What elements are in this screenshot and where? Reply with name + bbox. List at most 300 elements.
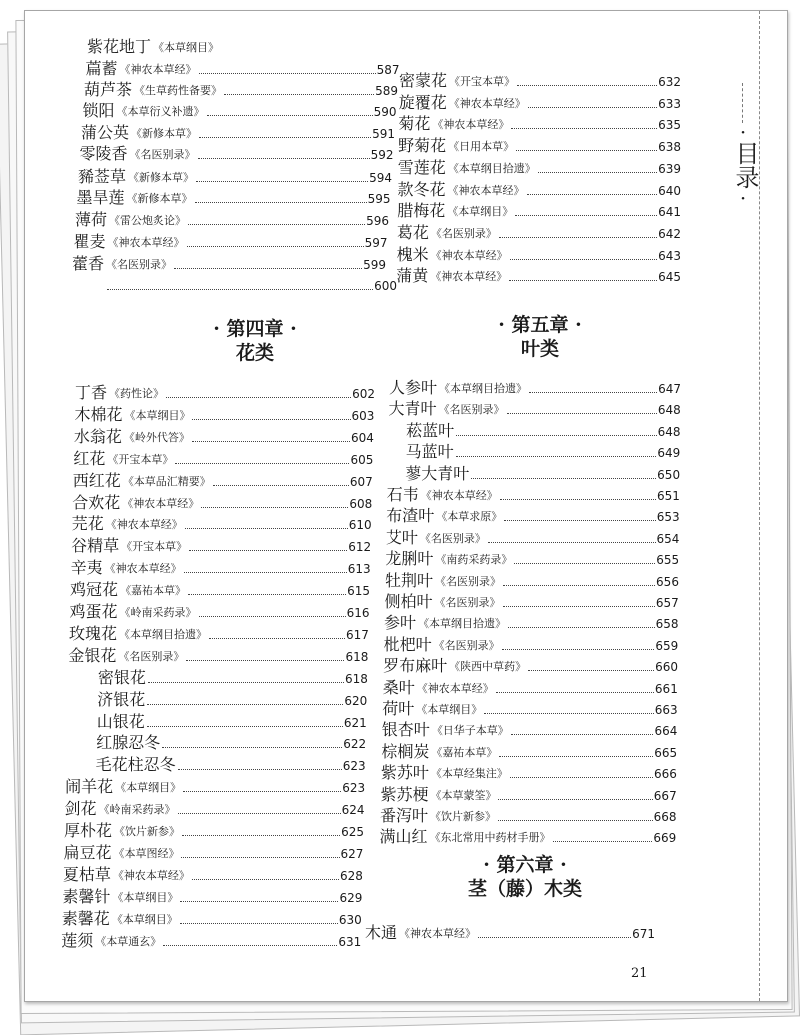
- toc-entry: [63, 841, 363, 863]
- chapter-subtitle: 茎（藤）木类: [467, 878, 582, 900]
- entry-page: 665: [654, 745, 678, 760]
- dot-leader: [504, 520, 655, 521]
- entry-page: 590: [373, 105, 397, 119]
- entry-source: 《名医别录》: [434, 596, 501, 609]
- toc-entry: [380, 825, 677, 847]
- dot-leader: [507, 413, 657, 414]
- dot-leader: [498, 820, 653, 821]
- entry-page: 643: [658, 248, 681, 263]
- entry-page: 595: [367, 192, 391, 206]
- chapter-subtitle: 花类: [235, 342, 274, 364]
- entry-page: 630: [338, 912, 362, 927]
- side-title-text: 目录: [731, 141, 759, 189]
- dot-leader: [478, 937, 631, 938]
- toc-entry: [386, 526, 680, 548]
- dot-leader: [147, 704, 343, 705]
- toc-entry: [398, 178, 682, 200]
- dot-leader: [503, 585, 655, 586]
- entry-source: 《神农本草经》: [430, 248, 508, 262]
- dot-leader: [516, 150, 657, 151]
- dot-leader: [201, 507, 348, 508]
- toc-entry: [72, 252, 386, 274]
- entry-source: 《名医别录》: [129, 148, 196, 161]
- side-title: [730, 83, 759, 210]
- toc-entry: [65, 775, 365, 797]
- entry-source: 《岭外代答》: [123, 430, 190, 444]
- entry-page: 635: [658, 118, 681, 133]
- entry-name: 辛夷: [70, 558, 103, 578]
- entry-page: 641: [658, 205, 681, 220]
- toc-entry: [397, 199, 681, 221]
- entry-source: 《本草衍义补遗》: [116, 105, 205, 118]
- entry-source: 《神农本草经》: [448, 96, 526, 110]
- toc-entry: [72, 512, 372, 534]
- entry-source: 《开宝本草》: [449, 75, 516, 88]
- entry-name: 西红花: [72, 470, 121, 490]
- entry-page: 594: [369, 171, 392, 185]
- dot-leader: [538, 172, 657, 173]
- dot-leader: [181, 857, 339, 858]
- entry-page: 628: [339, 868, 363, 883]
- side-title-dot-top: ·: [739, 120, 747, 144]
- entry-name: 款冬花: [397, 179, 446, 199]
- chapter-6-heading: [405, 853, 645, 901]
- entry-name: 密蒙花: [399, 71, 448, 90]
- entry-source: 《神农本草经》: [104, 562, 182, 576]
- toc-entry: [384, 633, 679, 655]
- entry-page: 647: [658, 382, 681, 396]
- entry-name: 紫苏梗: [380, 784, 429, 804]
- entry-source: 《开宝本草》: [107, 452, 174, 466]
- entry-page: 660: [655, 660, 679, 675]
- entry-name: 蒲黄: [396, 266, 429, 286]
- entry-name: 红花: [73, 448, 106, 468]
- dot-leader: [511, 734, 654, 735]
- entry-name: 鸡蛋花: [69, 602, 118, 621]
- entry-name: 荷叶: [382, 699, 415, 718]
- entry-name: 旋覆花: [398, 92, 447, 112]
- toc-entry: [86, 57, 400, 79]
- entry-page: 591: [372, 127, 395, 141]
- toc-page: [24, 10, 788, 1002]
- entry-page: 608: [349, 496, 373, 511]
- chapter-4-heading: [145, 317, 365, 365]
- entry-name: 红腺忍冬: [96, 733, 161, 753]
- entry-name: 瞿麦: [73, 232, 106, 251]
- dot-leader: [199, 616, 346, 617]
- entry-name: 剑花: [64, 799, 97, 819]
- entry-page: 666: [654, 767, 677, 782]
- entry-page: 597: [364, 236, 388, 250]
- dot-leader: [192, 441, 350, 442]
- toc-entry: [71, 556, 371, 578]
- toc-entry: [73, 447, 373, 469]
- dot-leader: [162, 747, 342, 748]
- entry-page: 648: [657, 403, 681, 418]
- toc-entry: [78, 165, 392, 187]
- dot-leader: [166, 397, 351, 398]
- entry-source: 《本草纲目》: [124, 408, 191, 422]
- entry-source: 《神农本草经》: [107, 236, 185, 249]
- side-title-dot-bottom: ·: [739, 186, 747, 210]
- toc-subentry: [96, 753, 366, 775]
- toc-entry: [386, 504, 679, 526]
- entry-name: 艾叶: [385, 527, 418, 547]
- dot-leader: [148, 682, 344, 683]
- dot-leader: [207, 115, 373, 116]
- entry-source: 《本草蒙筌》: [430, 788, 497, 802]
- toc-entry: [383, 676, 678, 698]
- entry-source: 《神农本草经》: [447, 183, 525, 197]
- dot-leader: [196, 181, 368, 182]
- toc-entry: [383, 654, 678, 676]
- side-title-top-line: [742, 83, 744, 123]
- entry-name: 满山红: [379, 827, 428, 847]
- entry-page: 625: [341, 825, 364, 839]
- entry-page: 656: [656, 574, 679, 589]
- entry-source: 《本草纲目》: [115, 781, 182, 795]
- entry-source: 《名医别录》: [419, 531, 486, 545]
- dot-leader: [529, 392, 657, 393]
- dot-leader: [508, 627, 655, 628]
- entry-page: 620: [344, 693, 368, 708]
- entry-name: 墨旱莲: [76, 188, 125, 207]
- toc-entry: [398, 134, 681, 156]
- chapter-title: · 第六章 ·: [483, 854, 567, 876]
- chapter-title: · 第四章 ·: [213, 318, 297, 340]
- dot-leader: [209, 638, 345, 639]
- toc-subentry: [98, 666, 368, 688]
- dot-leader: [498, 799, 652, 800]
- entry-name: 莲须: [61, 930, 94, 950]
- entry-source: 《神农本草经》: [432, 118, 510, 132]
- dot-leader: [189, 550, 347, 551]
- entry-source: 《本草纲目》: [111, 912, 178, 926]
- entry-page: 599: [363, 258, 386, 272]
- toc-entry: [399, 69, 681, 91]
- toc-entry: [380, 804, 677, 826]
- entry-page: 657: [655, 596, 679, 610]
- entry-name: 毛花柱忍冬: [95, 755, 176, 775]
- entry-name: 厚朴花: [64, 821, 113, 840]
- entry-page: 633: [658, 96, 681, 111]
- dot-leader: [496, 692, 654, 693]
- entry-name: 腊梅花: [397, 201, 446, 221]
- dot-leader: [456, 435, 657, 436]
- entry-name: 石韦: [386, 485, 419, 504]
- entry-page: 596: [366, 214, 389, 228]
- dot-leader: [178, 813, 341, 814]
- entry-name: 木棉花: [74, 404, 123, 424]
- entry-name: 谷精草: [71, 536, 120, 556]
- entry-source: 《本草纲目》: [112, 890, 179, 904]
- toc-entry: [397, 221, 681, 243]
- entry-name: 葫芦茶: [84, 80, 133, 99]
- toc-subentry: [406, 419, 680, 441]
- entry-page: 623: [342, 759, 366, 774]
- toc-subentry: [97, 688, 367, 710]
- toc-entry: [381, 740, 677, 762]
- entry-name: 扁豆花: [63, 842, 112, 862]
- entry-source: 《名医别录》: [118, 649, 185, 663]
- chapter-title: · 第五章 ·: [498, 314, 582, 336]
- toc-entry: [80, 142, 394, 164]
- entry-source: 《神农本草经》: [112, 868, 190, 882]
- entry-source: 《嘉祐本草》: [120, 584, 187, 598]
- dot-leader: [553, 841, 653, 842]
- entry-page: 613: [347, 562, 371, 577]
- entry-name: 大青叶: [388, 399, 437, 419]
- entry-name: 萹蓄: [85, 59, 118, 78]
- dot-leader: [213, 485, 349, 486]
- toc-subentry: [406, 440, 681, 462]
- entry-name: 菊花: [398, 114, 431, 134]
- dot-leader: [515, 215, 657, 216]
- entry-name: 山银花: [96, 711, 145, 731]
- entry-page: 669: [653, 831, 677, 846]
- dot-leader: [499, 237, 657, 238]
- entry-name: 蓼大青叶: [405, 463, 470, 483]
- entry-page: 667: [653, 788, 677, 803]
- entry-name: 鸡冠花: [70, 580, 119, 600]
- entry-name: 菘蓝叶: [406, 420, 455, 440]
- entry-source: 《药性论》: [109, 387, 165, 400]
- toc-entry: [389, 397, 681, 419]
- toc-entry: [381, 761, 677, 783]
- entry-page: 663: [654, 703, 678, 717]
- toc-entry: [385, 590, 679, 612]
- entry-page: 610: [348, 518, 372, 533]
- toc-entry: [396, 264, 681, 286]
- entry-name: 野菊花: [398, 136, 447, 156]
- entry-source: 《本草纲目拾遗》: [118, 627, 207, 641]
- dot-leader: [471, 478, 656, 479]
- toc-entry: [385, 569, 679, 591]
- dot-leader: [499, 756, 653, 757]
- dot-leader: [180, 923, 338, 924]
- toc-entry: [84, 78, 398, 100]
- entry-name: 锁阳: [82, 101, 115, 120]
- entry-source: 《生草药性备要》: [134, 84, 223, 97]
- toc-entry: [64, 819, 364, 841]
- toc-entry: [105, 273, 397, 295]
- entry-page: 618: [344, 671, 368, 686]
- toc-subentry: [405, 462, 680, 484]
- entry-source: 《东北常用中药材手册》: [429, 831, 551, 845]
- toc-entry: [70, 600, 370, 622]
- entry-source: 《本草纲目拾遗》: [447, 161, 536, 175]
- entry-name: 龙脷叶: [385, 549, 434, 569]
- entry-source: 《陕西中草药》: [449, 660, 527, 674]
- entry-source: 《日用本草》: [448, 140, 515, 154]
- entry-name: 藿香: [72, 254, 105, 273]
- entry-source: 《本草图经》: [113, 846, 180, 860]
- entry-name: 芫花: [71, 514, 104, 534]
- dot-leader: [511, 128, 657, 129]
- entry-page: 621: [343, 715, 367, 730]
- entry-page: 661: [654, 681, 678, 696]
- entry-name: 零陵香: [79, 144, 128, 163]
- entry-name: 素馨针: [62, 886, 111, 906]
- toc-entry: [87, 35, 401, 57]
- entry-source: 《本草纲目》: [153, 41, 220, 54]
- entry-page: 612: [348, 540, 372, 555]
- chapter-5-heading: [425, 313, 655, 361]
- dot-leader: [186, 660, 344, 661]
- dot-leader: [502, 649, 655, 650]
- entry-name: 马蓝叶: [405, 442, 454, 462]
- entry-name: 棕榈炭: [381, 741, 430, 761]
- entry-page: 649: [657, 446, 681, 461]
- entry-name: 金银花: [68, 645, 117, 665]
- entry-page: 607: [349, 474, 373, 489]
- entry-name: 番泻叶: [380, 806, 429, 825]
- dot-leader: [174, 268, 362, 269]
- entry-source: 《本草通玄》: [95, 934, 162, 948]
- entry-name: 合欢花: [72, 492, 121, 512]
- toc-entry: [69, 622, 369, 644]
- entry-source: 《神农本草经》: [119, 63, 197, 76]
- dot-leader: [185, 528, 348, 529]
- entry-page: 648: [657, 424, 681, 439]
- dot-leader: [178, 769, 342, 770]
- entry-page: 623: [342, 781, 366, 796]
- toc-entry: [75, 381, 375, 403]
- entry-source: 《岭南采药录》: [119, 606, 197, 619]
- dot-leader: [484, 713, 653, 714]
- entry-page: 642: [658, 226, 681, 241]
- entry-name: 素馨花: [61, 908, 110, 928]
- entry-name: 银杏叶: [381, 720, 430, 740]
- toc-entry: [62, 885, 362, 907]
- entry-source: 《南药采药录》: [435, 553, 513, 567]
- dot-leader: [192, 879, 339, 880]
- entry-page: 592: [370, 148, 394, 162]
- toc-entry: [384, 611, 678, 633]
- entry-source: 《名医别录》: [434, 574, 501, 588]
- toc-entry: [380, 783, 676, 805]
- entry-source: 《神农本草经》: [416, 681, 494, 695]
- entry-page: 640: [658, 183, 681, 198]
- toc-subentry: [96, 731, 366, 753]
- dot-leader: [182, 835, 340, 836]
- toc-entry: [61, 929, 361, 951]
- dot-leader: [192, 419, 350, 420]
- entry-name: 丁香: [75, 383, 108, 402]
- entry-name: 闹羊花: [65, 777, 114, 797]
- entry-page: 671: [632, 927, 655, 941]
- entry-page: 664: [654, 724, 678, 739]
- toc-entry: [75, 208, 389, 230]
- toc-entry: [365, 921, 655, 943]
- dot-leader: [188, 224, 365, 225]
- dot-leader: [509, 280, 657, 281]
- toc-entry: [398, 156, 681, 178]
- entry-name: 蒲公英: [81, 123, 130, 142]
- entry-page: 604: [350, 430, 374, 445]
- toc-entry: [83, 99, 397, 121]
- toc-entry: [63, 863, 363, 885]
- toc-entry: [77, 186, 391, 208]
- entry-page: 639: [658, 161, 681, 176]
- dot-leader: [180, 901, 338, 902]
- entry-page: 638: [658, 140, 681, 155]
- entry-name: 紫苏叶: [380, 763, 429, 783]
- dot-leader: [147, 726, 343, 727]
- page-number: 21: [631, 966, 648, 981]
- dot-leader: [198, 158, 370, 159]
- dot-leader: [175, 463, 349, 464]
- dot-leader: [510, 259, 657, 260]
- entry-name: 桑叶: [382, 677, 415, 697]
- dot-leader: [510, 777, 653, 778]
- entry-page: 600: [374, 279, 397, 293]
- toc-entry: [382, 697, 677, 719]
- entry-source: 《神农本草经》: [399, 927, 477, 940]
- entry-source: 《名医别录》: [106, 258, 173, 271]
- entry-source: 《岭南采药录》: [98, 803, 176, 817]
- entry-name: 罗布麻叶: [383, 656, 448, 676]
- dot-leader: [514, 563, 655, 564]
- toc-entry: [399, 91, 681, 113]
- entry-page: 602: [352, 387, 375, 401]
- entry-name: 牡荆叶: [384, 570, 433, 590]
- entry-source: 《日华子本草》: [431, 724, 509, 738]
- entry-name: 夏枯草: [62, 864, 111, 884]
- entry-source: 《神农本草经》: [430, 270, 508, 284]
- entry-name: 济银花: [97, 689, 146, 709]
- toc-subentry: [97, 710, 367, 732]
- entry-page: 627: [340, 846, 364, 861]
- entry-name: 槐米: [396, 244, 429, 264]
- entry-source: 《本草纲目》: [447, 205, 514, 219]
- entry-source: 《本草纲目拾遗》: [418, 617, 507, 631]
- entry-page: 603: [351, 408, 375, 423]
- entry-page: 653: [656, 510, 680, 525]
- entry-page: 651: [656, 489, 680, 503]
- entry-source: 《名医别录》: [438, 403, 505, 417]
- entry-source: 《雷公炮炙论》: [109, 214, 187, 227]
- toc-entry: [382, 718, 678, 740]
- dot-leader: [528, 670, 654, 671]
- toc-entry: [385, 547, 679, 569]
- dot-leader: [503, 606, 655, 607]
- entry-page: 632: [658, 75, 681, 89]
- entry-name: 豨莶草: [78, 167, 127, 186]
- entry-name: 薄荷: [75, 210, 108, 229]
- dot-leader: [183, 791, 341, 792]
- entry-name: 紫花地丁: [87, 37, 152, 56]
- entry-source: 《本草求原》: [436, 510, 503, 524]
- dot-leader: [199, 137, 371, 138]
- toc-entry: [65, 797, 365, 819]
- dot-leader: [107, 289, 373, 290]
- toc-entry: [387, 483, 680, 505]
- entry-page: 605: [350, 452, 374, 467]
- entry-page: 655: [656, 553, 680, 568]
- entry-source: 《神农本草经》: [420, 489, 498, 502]
- entry-page: 622: [343, 737, 367, 752]
- entry-page: 650: [657, 467, 681, 482]
- dot-leader: [528, 107, 657, 108]
- toc-entry: [68, 644, 368, 666]
- entry-name: 葛花: [396, 222, 429, 242]
- dot-leader: [456, 456, 657, 457]
- toc-entry: [74, 425, 374, 447]
- entry-source: 《新修本草》: [128, 171, 195, 184]
- entry-page: 587: [376, 63, 400, 77]
- entry-name: 雪莲花: [397, 157, 446, 177]
